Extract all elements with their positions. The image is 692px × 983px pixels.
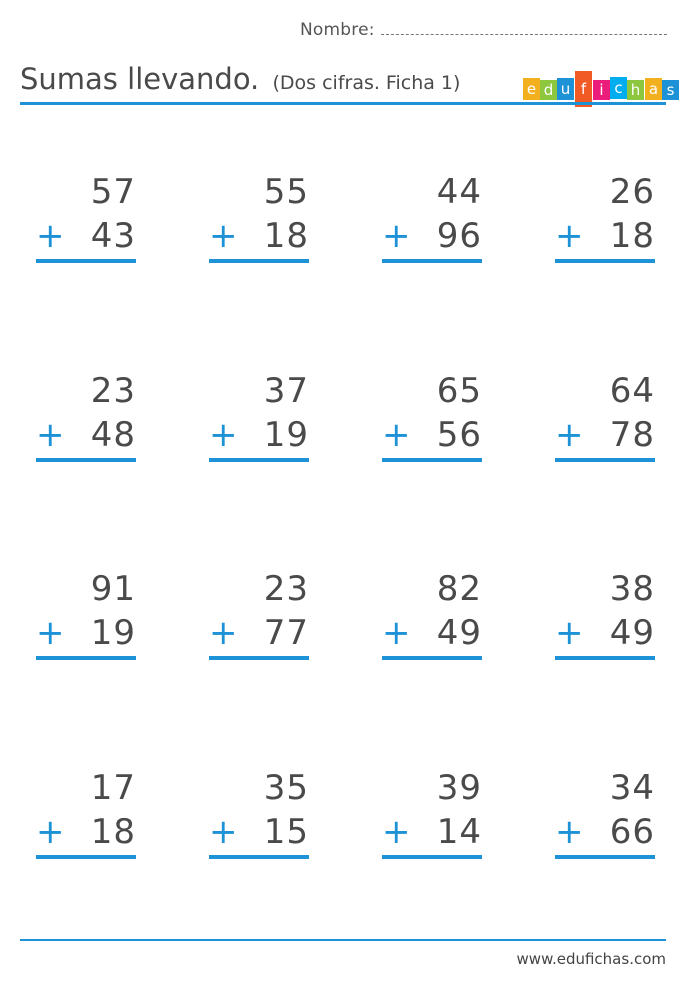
- addition-problem: [555, 569, 655, 661]
- second-addend: 19: [90, 613, 136, 653]
- plus-sign: +: [36, 613, 65, 653]
- second-addend: 48: [90, 415, 136, 455]
- plus-sign: +: [209, 415, 238, 455]
- answer-line[interactable]: [382, 656, 482, 660]
- first-addend: 17: [90, 768, 136, 808]
- first-addend: 35: [263, 768, 309, 808]
- first-addend: 37: [263, 371, 309, 411]
- first-addend: 26: [609, 172, 655, 212]
- logo-letter-tile: d: [540, 80, 557, 100]
- plus-sign: +: [382, 415, 411, 455]
- name-blank-line[interactable]: [381, 20, 667, 35]
- answer-line[interactable]: [382, 259, 482, 263]
- addition-problem: [382, 569, 482, 661]
- answer-line[interactable]: [209, 656, 309, 660]
- answer-line[interactable]: [209, 458, 309, 462]
- second-addend: 19: [263, 415, 309, 455]
- answer-line[interactable]: [382, 855, 482, 859]
- first-addend: 57: [90, 172, 136, 212]
- plus-sign: +: [555, 415, 584, 455]
- first-addend: 91: [90, 569, 136, 609]
- name-field: [300, 20, 667, 40]
- plus-sign: +: [36, 812, 65, 852]
- second-addend: 14: [436, 812, 482, 852]
- plus-sign: +: [382, 216, 411, 256]
- answer-line[interactable]: [382, 458, 482, 462]
- second-addend: 66: [609, 812, 655, 852]
- addition-problem: [209, 172, 309, 264]
- footer-divider: [20, 939, 666, 941]
- addition-problem: [382, 172, 482, 264]
- plus-sign: +: [382, 812, 411, 852]
- logo-letter-tile: i: [593, 80, 610, 100]
- subtitle-text: (Dos cifras. Ficha 1): [272, 72, 461, 94]
- addition-problem: [36, 569, 136, 661]
- answer-line[interactable]: [555, 259, 655, 263]
- logo-letter-tile: e: [523, 78, 540, 100]
- second-addend: 18: [90, 812, 136, 852]
- logo-letter-tile: c: [610, 77, 627, 99]
- plus-sign: +: [209, 216, 238, 256]
- addition-problem: [555, 371, 655, 463]
- first-addend: 38: [609, 569, 655, 609]
- header-divider: [20, 102, 666, 105]
- first-addend: 23: [263, 569, 309, 609]
- plus-sign: +: [555, 216, 584, 256]
- second-addend: 18: [263, 216, 309, 256]
- first-addend: 34: [609, 768, 655, 808]
- addition-problem: [209, 569, 309, 661]
- plus-sign: +: [209, 812, 238, 852]
- answer-line[interactable]: [36, 855, 136, 859]
- logo-letter-tile: h: [627, 80, 644, 100]
- title-text: Sumas llevando.: [20, 62, 260, 96]
- first-addend: 23: [90, 371, 136, 411]
- addition-problem: [555, 172, 655, 264]
- first-addend: 44: [436, 172, 482, 212]
- answer-line[interactable]: [36, 656, 136, 660]
- logo-letter-tile: f: [575, 71, 592, 107]
- addition-problem: [209, 768, 309, 860]
- logo-letter-tile: s: [662, 80, 679, 100]
- addition-problem: [382, 768, 482, 860]
- addition-problem: [36, 371, 136, 463]
- first-addend: 82: [436, 569, 482, 609]
- second-addend: 78: [609, 415, 655, 455]
- addition-problem: [382, 371, 482, 463]
- name-label: Nombre:: [300, 20, 375, 40]
- addition-problem: [36, 172, 136, 264]
- second-addend: 96: [436, 216, 482, 256]
- plus-sign: +: [36, 415, 65, 455]
- plus-sign: +: [555, 613, 584, 653]
- answer-line[interactable]: [555, 656, 655, 660]
- first-addend: 64: [609, 371, 655, 411]
- logo-letter-tile: u: [557, 78, 574, 100]
- addition-problem: [209, 371, 309, 463]
- answer-line[interactable]: [209, 855, 309, 859]
- second-addend: 77: [263, 613, 309, 653]
- first-addend: 65: [436, 371, 482, 411]
- second-addend: 18: [609, 216, 655, 256]
- footer-url: www.edufichas.com: [516, 950, 666, 968]
- second-addend: 43: [90, 216, 136, 256]
- first-addend: 55: [263, 172, 309, 212]
- plus-sign: +: [209, 613, 238, 653]
- first-addend: 39: [436, 768, 482, 808]
- answer-line[interactable]: [36, 458, 136, 462]
- plus-sign: +: [555, 812, 584, 852]
- addition-problem: [36, 768, 136, 860]
- second-addend: 15: [263, 812, 309, 852]
- second-addend: 56: [436, 415, 482, 455]
- answer-line[interactable]: [555, 855, 655, 859]
- answer-line[interactable]: [36, 259, 136, 263]
- addition-problem: [555, 768, 655, 860]
- worksheet-title: [20, 62, 460, 96]
- logo-letter-tile: a: [645, 78, 662, 100]
- second-addend: 49: [436, 613, 482, 653]
- second-addend: 49: [609, 613, 655, 653]
- answer-line[interactable]: [555, 458, 655, 462]
- plus-sign: +: [36, 216, 65, 256]
- plus-sign: +: [382, 613, 411, 653]
- answer-line[interactable]: [209, 259, 309, 263]
